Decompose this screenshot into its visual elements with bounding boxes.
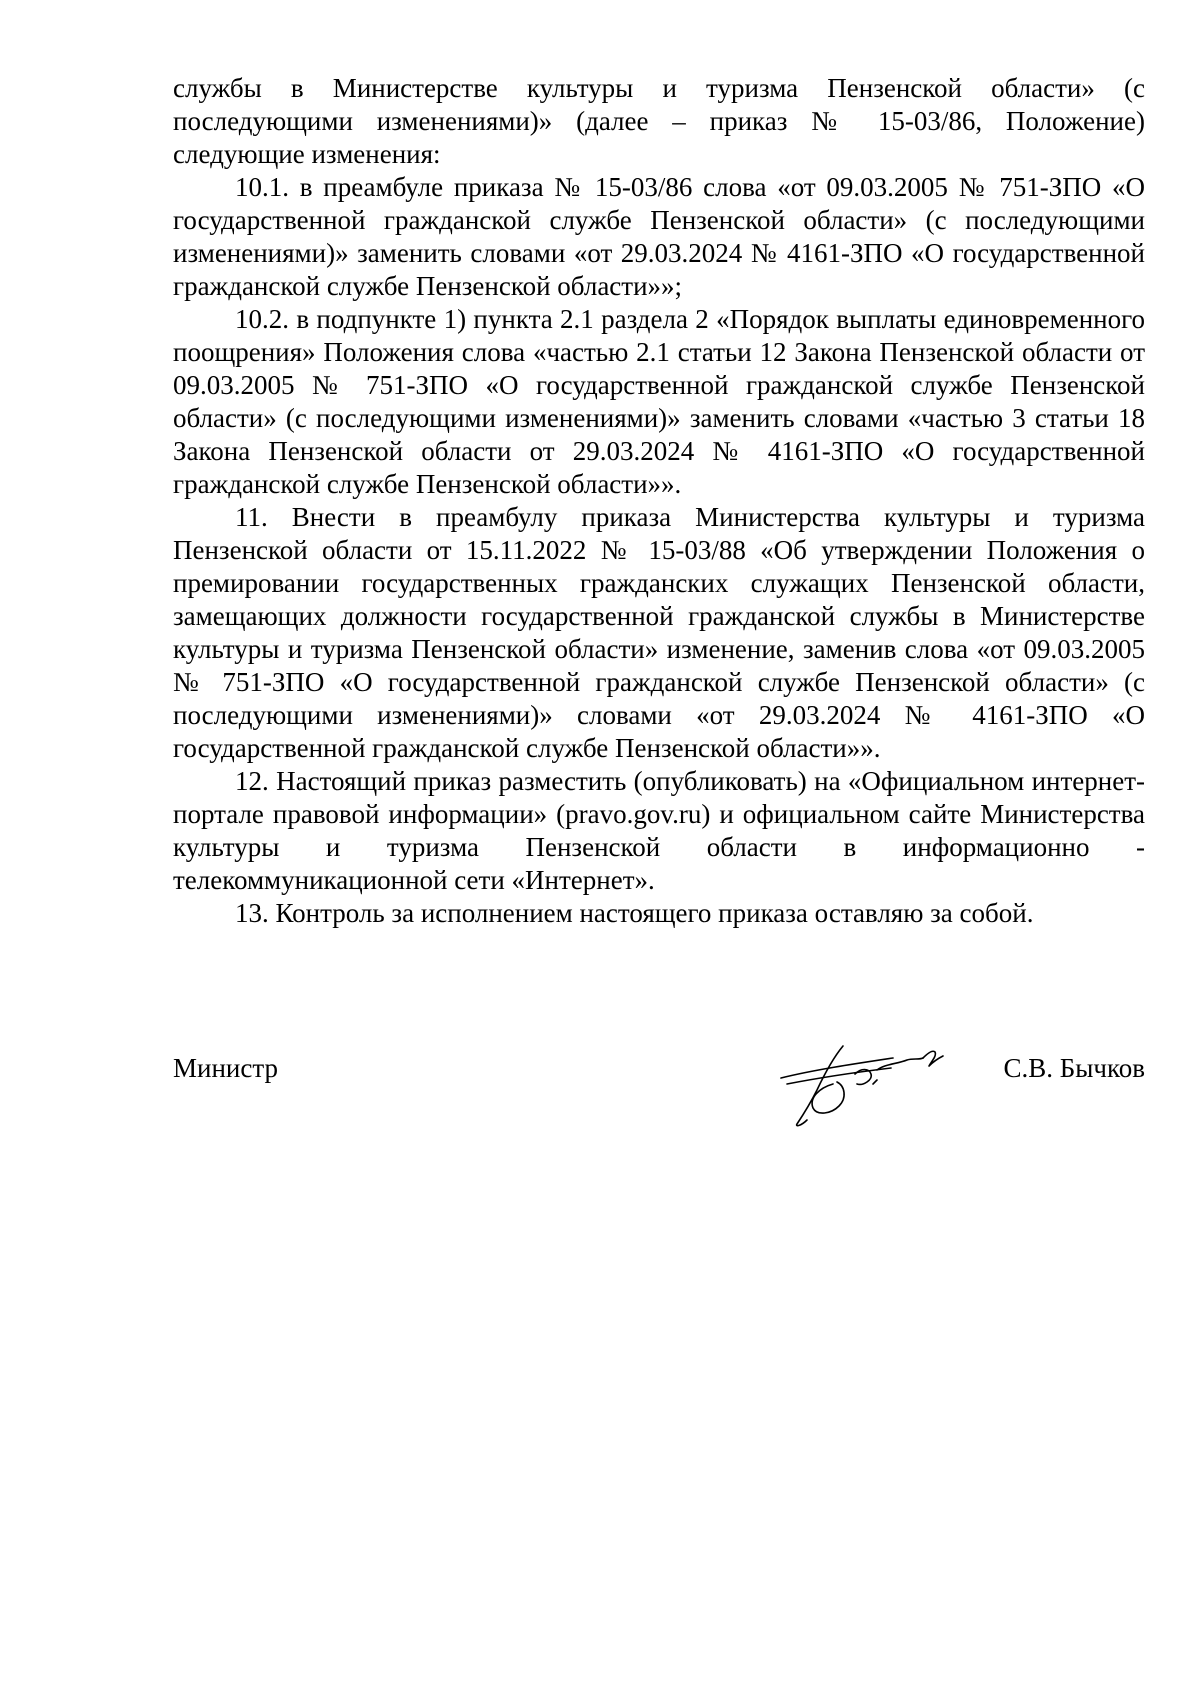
paragraph-item-11: 11. Внести в преамбулу приказа Министерства культуры и туризма Пензенской области от 15.11.2022 № 15-03/88 «Об утверждении Положения о премировании государственных гражданских служащих Пензенской области, замещающих должности государственной гражданской службы в Министерстве культуры и туризма Пензенской области» изменение, заменив слова «от 09.03.2005 № 751-ЗПО «О государственной гражданской службе Пензенской области» (с последующими изменениями)» словами «от 29.03.2024 № 4161-ЗПО «О государственной гражданской службе Пензенской области»». xyxy=(173,502,1145,763)
paragraph-item-10-1: 10.1. в преамбуле приказа № 15-03/86 слова «от 09.03.2005 № 751-ЗПО «О государственной гражданской службе Пензенской области» (с последующими изменениями)» заменить словами «от 29.03.2024 № 4161-ЗПО «О государственной гражданской службе Пензенской области»»; xyxy=(173,172,1145,301)
paragraph-item-13: 13. Контроль за исполнением настоящего приказа оставляю за собой. xyxy=(235,898,1034,928)
signature-block xyxy=(173,1040,1145,1130)
signatory-title: Министр xyxy=(173,1053,278,1083)
signatory-name: С.В. Бычков xyxy=(1003,1053,1145,1083)
document-body xyxy=(173,72,1145,930)
paragraph-item-10-2: 10.2. в подпункте 1) пункта 2.1 раздела 2 «Порядок выплаты единовременного поощрения» Положения слова «частью 2.1 статьи 12 Закона Пензенской области от 09.03.2005 № 751-ЗПО «О государственной гражданской службе Пензенской области» (с последующими изменениями)» заменить словами «частью 3 статьи 18 Закона Пензенской области от 29.03.2024 № 4161-ЗПО «О государственной гражданской службе Пензенской области»». xyxy=(173,304,1145,499)
paragraph-continuation: службы в Министерстве культуры и туризма Пензенской области» (с последующими изменениями)» (далее – приказ № 15-03/86, Положение) следующие изменения: xyxy=(173,73,1145,169)
handwritten-signature-icon xyxy=(773,1028,958,1128)
paragraph-item-12: 12. Настоящий приказ разместить (опубликовать) на «Официальном интернет-портале правовой информации» (pravo.gov.ru) и официальном сайте Министерства культуры и туризма Пензенской области в информационно - телекоммуникационной сети «Интернет». xyxy=(173,766,1145,895)
